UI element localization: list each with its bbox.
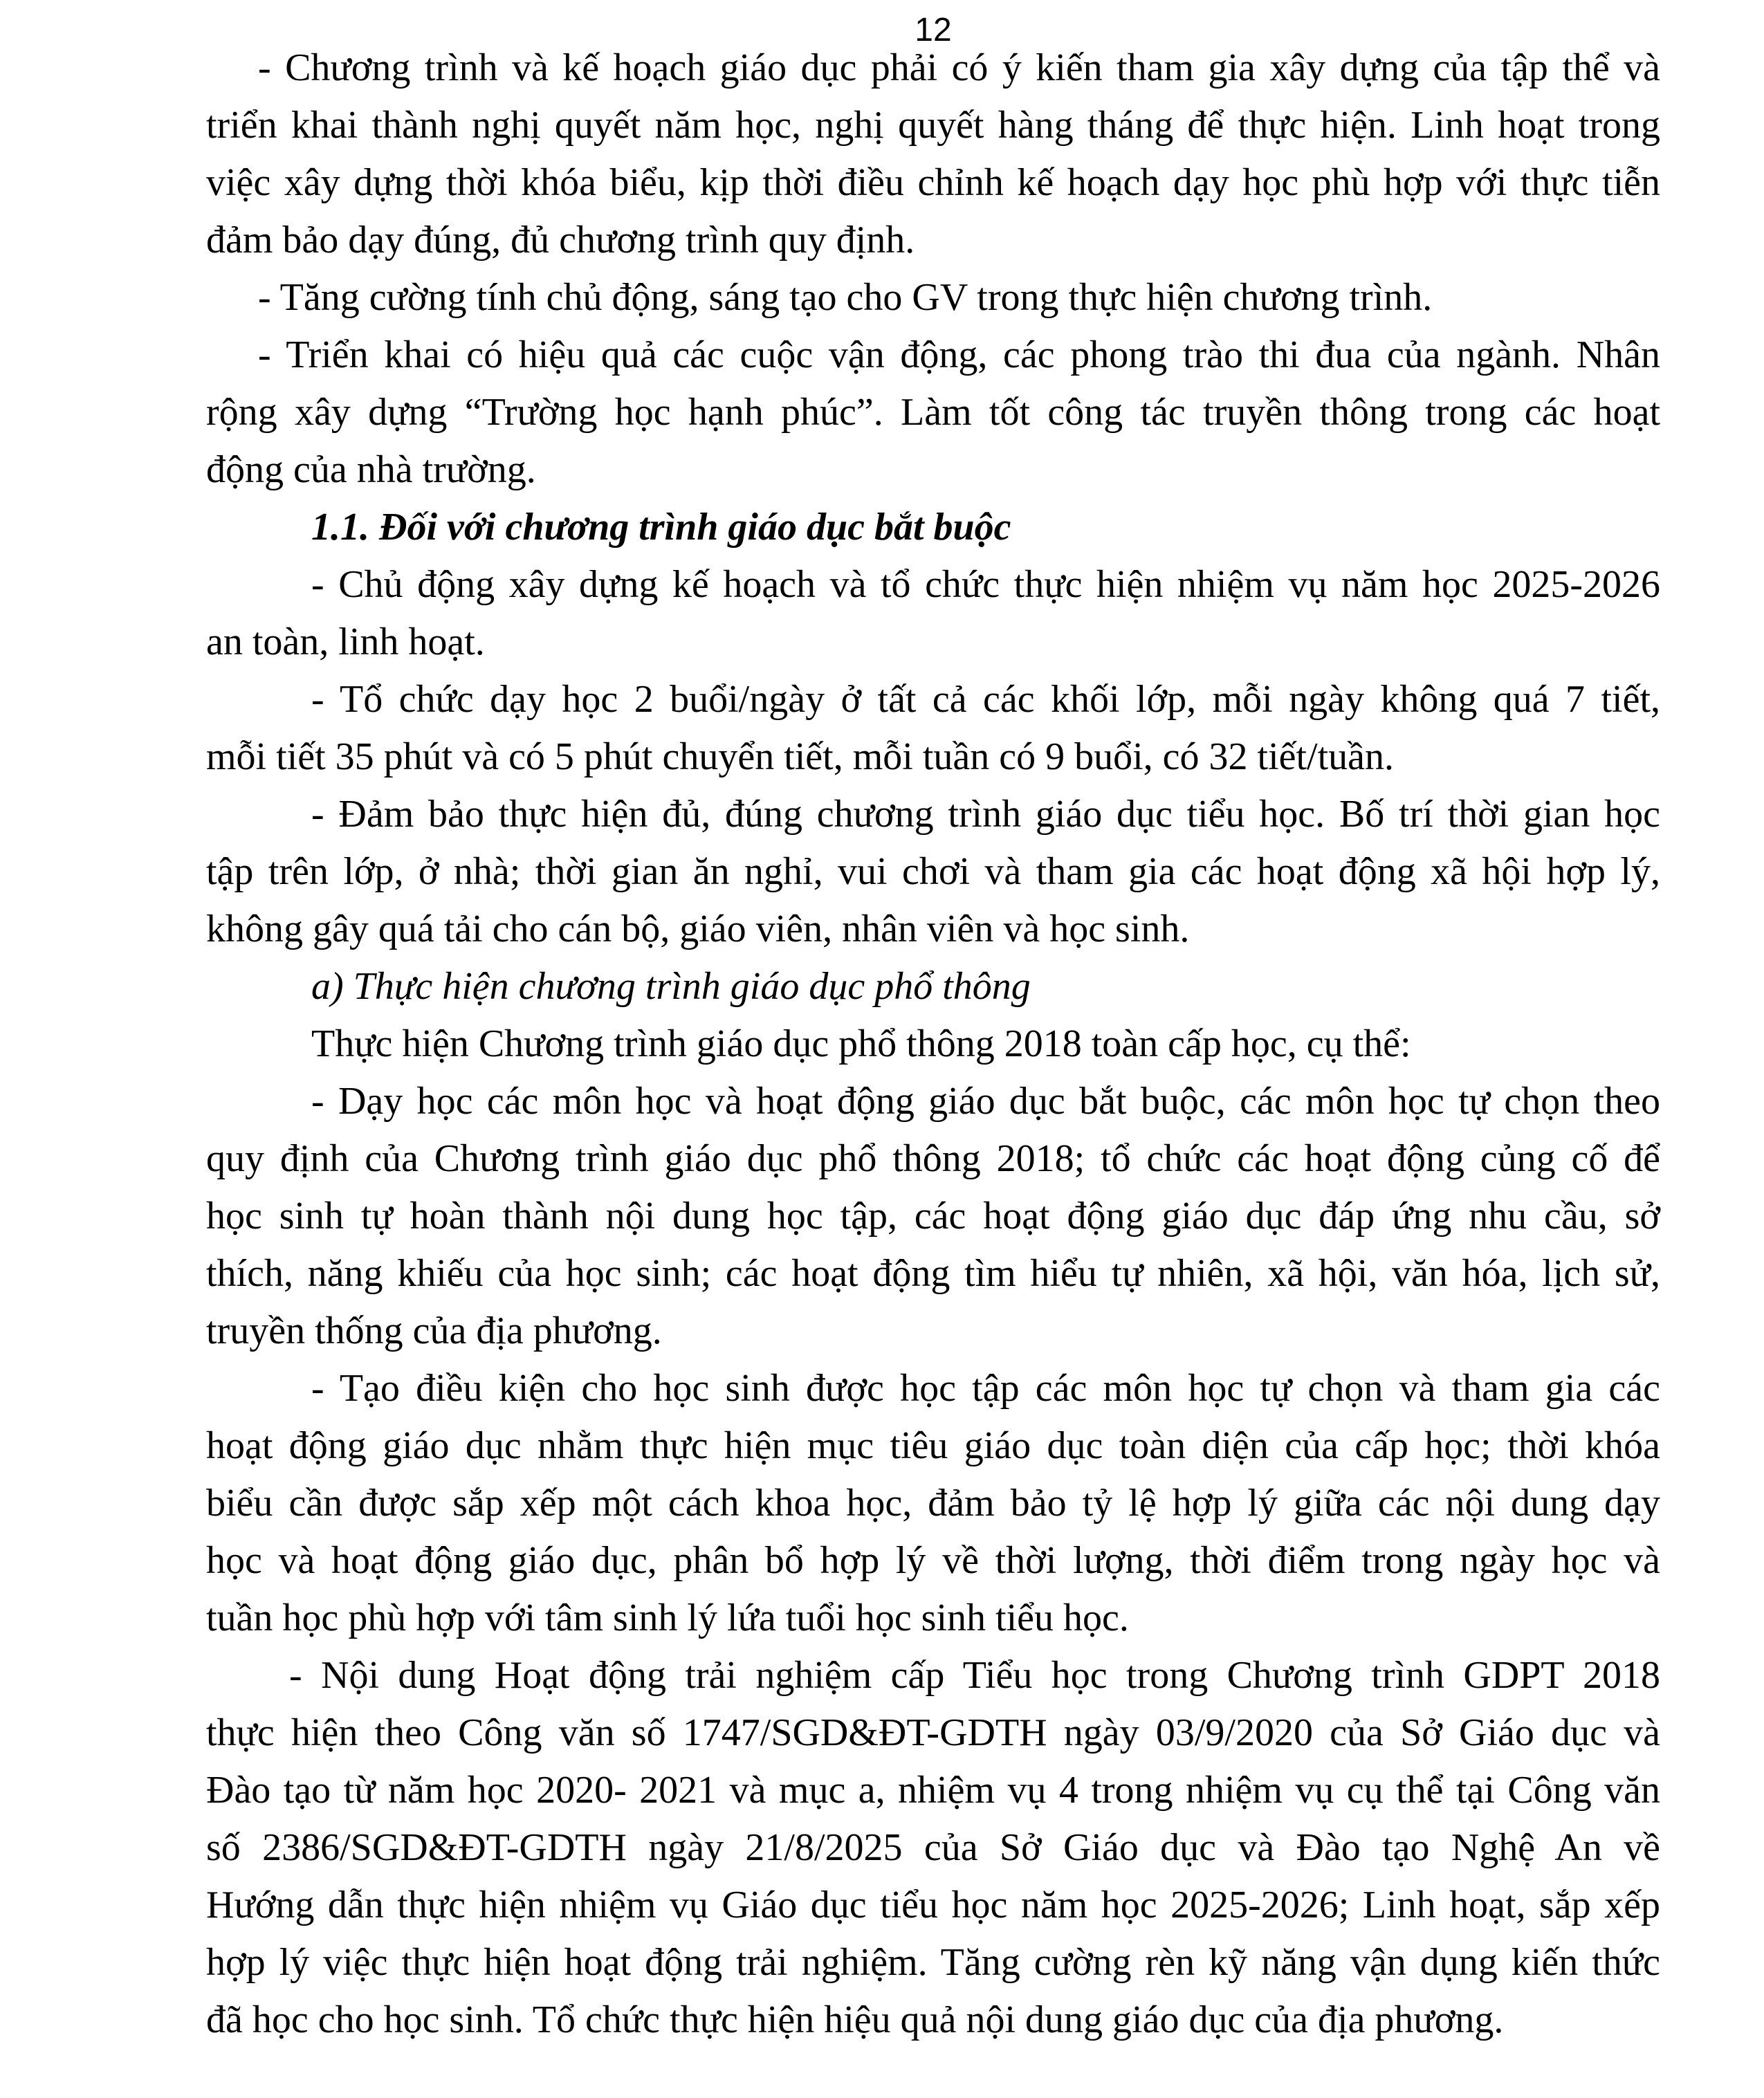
paragraph [206,269,1660,326]
paragraph [206,786,1660,958]
paragraph [206,1015,1660,1073]
text-line: học sinh tự hoàn thành nội dung học tập, các hoạt động giáo dục đáp ứng nhu cầu, sở [206,1195,1660,1237]
text-line: số 2386/SGD&ĐT-GDTH ngày 21/8/2025 của Sở Giáo dục và Đào tạo Nghệ An về [206,1826,1660,1869]
text-line: động của nhà trường. [206,448,536,491]
text-line: mỗi tiết 35 phút và có 5 phút chuyển tiết, mỗi tuần có 9 buổi, có 32 tiết/tuần. [206,735,1395,778]
paragraph [206,671,1660,786]
text-line: hoạt động giáo dục nhằm thực hiện mục tiêu giáo dục toàn diện của cấp học; thời khóa [206,1424,1660,1467]
document-body [206,39,1660,2049]
text-line: Hướng dẫn thực hiện nhiệm vụ Giáo dục tiểu học năm học 2025-2026; Linh hoạt, sắp xếp [206,1884,1660,1926]
paragraph [206,1360,1660,1647]
text-line: - Tăng cường tính chủ động, sáng tạo cho GV trong thực hiện chương trình. [258,276,1433,319]
text-line: đảm bảo dạy đúng, đủ chương trình quy định. [206,219,915,261]
text-line: Đào tạo từ năm học 2020- 2021 và mục a, nhiệm vụ 4 trong nhiệm vụ cụ thể tại Công văn [206,1769,1660,1812]
paragraph [206,1073,1660,1360]
text-line: - Chương trình và kế hoạch giáo dục phải có ý kiến tham gia xây dựng của tập thể và [258,46,1660,89]
text-line: - Dạy học các môn học và hoạt động giáo dục bắt buộc, các môn học tự chọn theo [311,1080,1660,1123]
text-line: triển khai thành nghị quyết năm học, nghị quyết hàng tháng để thực hiện. Linh hoạt trong [206,104,1660,147]
text-line: - Đảm bảo thực hiện đủ, đúng chương trình giáo dục tiểu học. Bố trí thời gian học [311,793,1660,836]
heading-text: a) Thực hiện chương trình giáo dục phổ thông [311,965,1031,1008]
text-line: an toàn, linh hoạt. [206,620,485,663]
text-line: - Triển khai có hiệu quả các cuộc vận động, các phong trào thi đua của ngành. Nhân [258,333,1660,376]
text-line: đã học cho học sinh. Tổ chức thực hiện hiệu quả nội dung giáo dục của địa phương. [206,1998,1504,2041]
text-line: - Chủ động xây dựng kế hoạch và tổ chức thực hiện nhiệm vụ năm học 2025-2026 [311,563,1660,606]
text-line: tập trên lớp, ở nhà; thời gian ăn nghỉ, vui chơi và tham gia các hoạt động xã hội hợp lý, [206,850,1660,893]
text-line: biểu cần được sắp xếp một cách khoa học, đảm bảo tỷ lệ hợp lý giữa các nội dung dạy [206,1482,1660,1525]
section-heading-1-1 [206,499,1660,556]
text-line: Thực hiện Chương trình giáo dục phổ thông 2018 toàn cấp học, cụ thể: [311,1022,1411,1065]
text-line: - Nội dung Hoạt động trải nghiệm cấp Tiểu học trong Chương trình GDPT 2018 [289,1654,1660,1697]
paragraph [206,326,1660,499]
heading-text: 1.1. Đối với chương trình giáo dục bắt buộc [311,506,1011,549]
paragraph [206,1647,1660,2049]
paragraph [206,39,1660,269]
page-number: 12 [915,12,952,48]
paragraph [206,556,1660,671]
text-line: truyền thống của địa phương. [206,1309,662,1352]
text-line: học và hoạt động giáo dục, phân bổ hợp lý về thời lượng, thời điểm trong ngày học và [206,1539,1660,1582]
text-line: - Tạo điều kiện cho học sinh được học tập các môn học tự chọn và tham gia các [311,1367,1660,1410]
text-line: không gây quá tải cho cán bộ, giáo viên, nhân viên và học sinh. [206,908,1190,950]
text-line: hợp lý việc thực hiện hoạt động trải nghiệm. Tăng cường rèn kỹ năng vận dụng kiến thức [206,1941,1660,1984]
subsection-heading-a [206,958,1660,1015]
text-line: thích, năng khiếu của học sinh; các hoạt động tìm hiểu tự nhiên, xã hội, văn hóa, lịch sử, [206,1252,1660,1295]
text-line: - Tổ chức dạy học 2 buổi/ngày ở tất cả các khối lớp, mỗi ngày không quá 7 tiết, [311,678,1660,721]
text-line: rộng xây dựng “Trường học hạnh phúc”. Làm tốt công tác truyền thông trong các hoạt [206,391,1660,434]
text-line: thực hiện theo Công văn số 1747/SGD&ĐT-GDTH ngày 03/9/2020 của Sở Giáo dục và [206,1711,1660,1754]
text-line: việc xây dựng thời khóa biểu, kịp thời điều chỉnh kế hoạch dạy học phù hợp với thực tiễn [206,161,1660,204]
text-line: quy định của Chương trình giáo dục phổ thông 2018; tổ chức các hoạt động củng cố để [206,1137,1660,1180]
text-line: tuần học phù hợp với tâm sinh lý lứa tuổi học sinh tiểu học. [206,1596,1129,1639]
